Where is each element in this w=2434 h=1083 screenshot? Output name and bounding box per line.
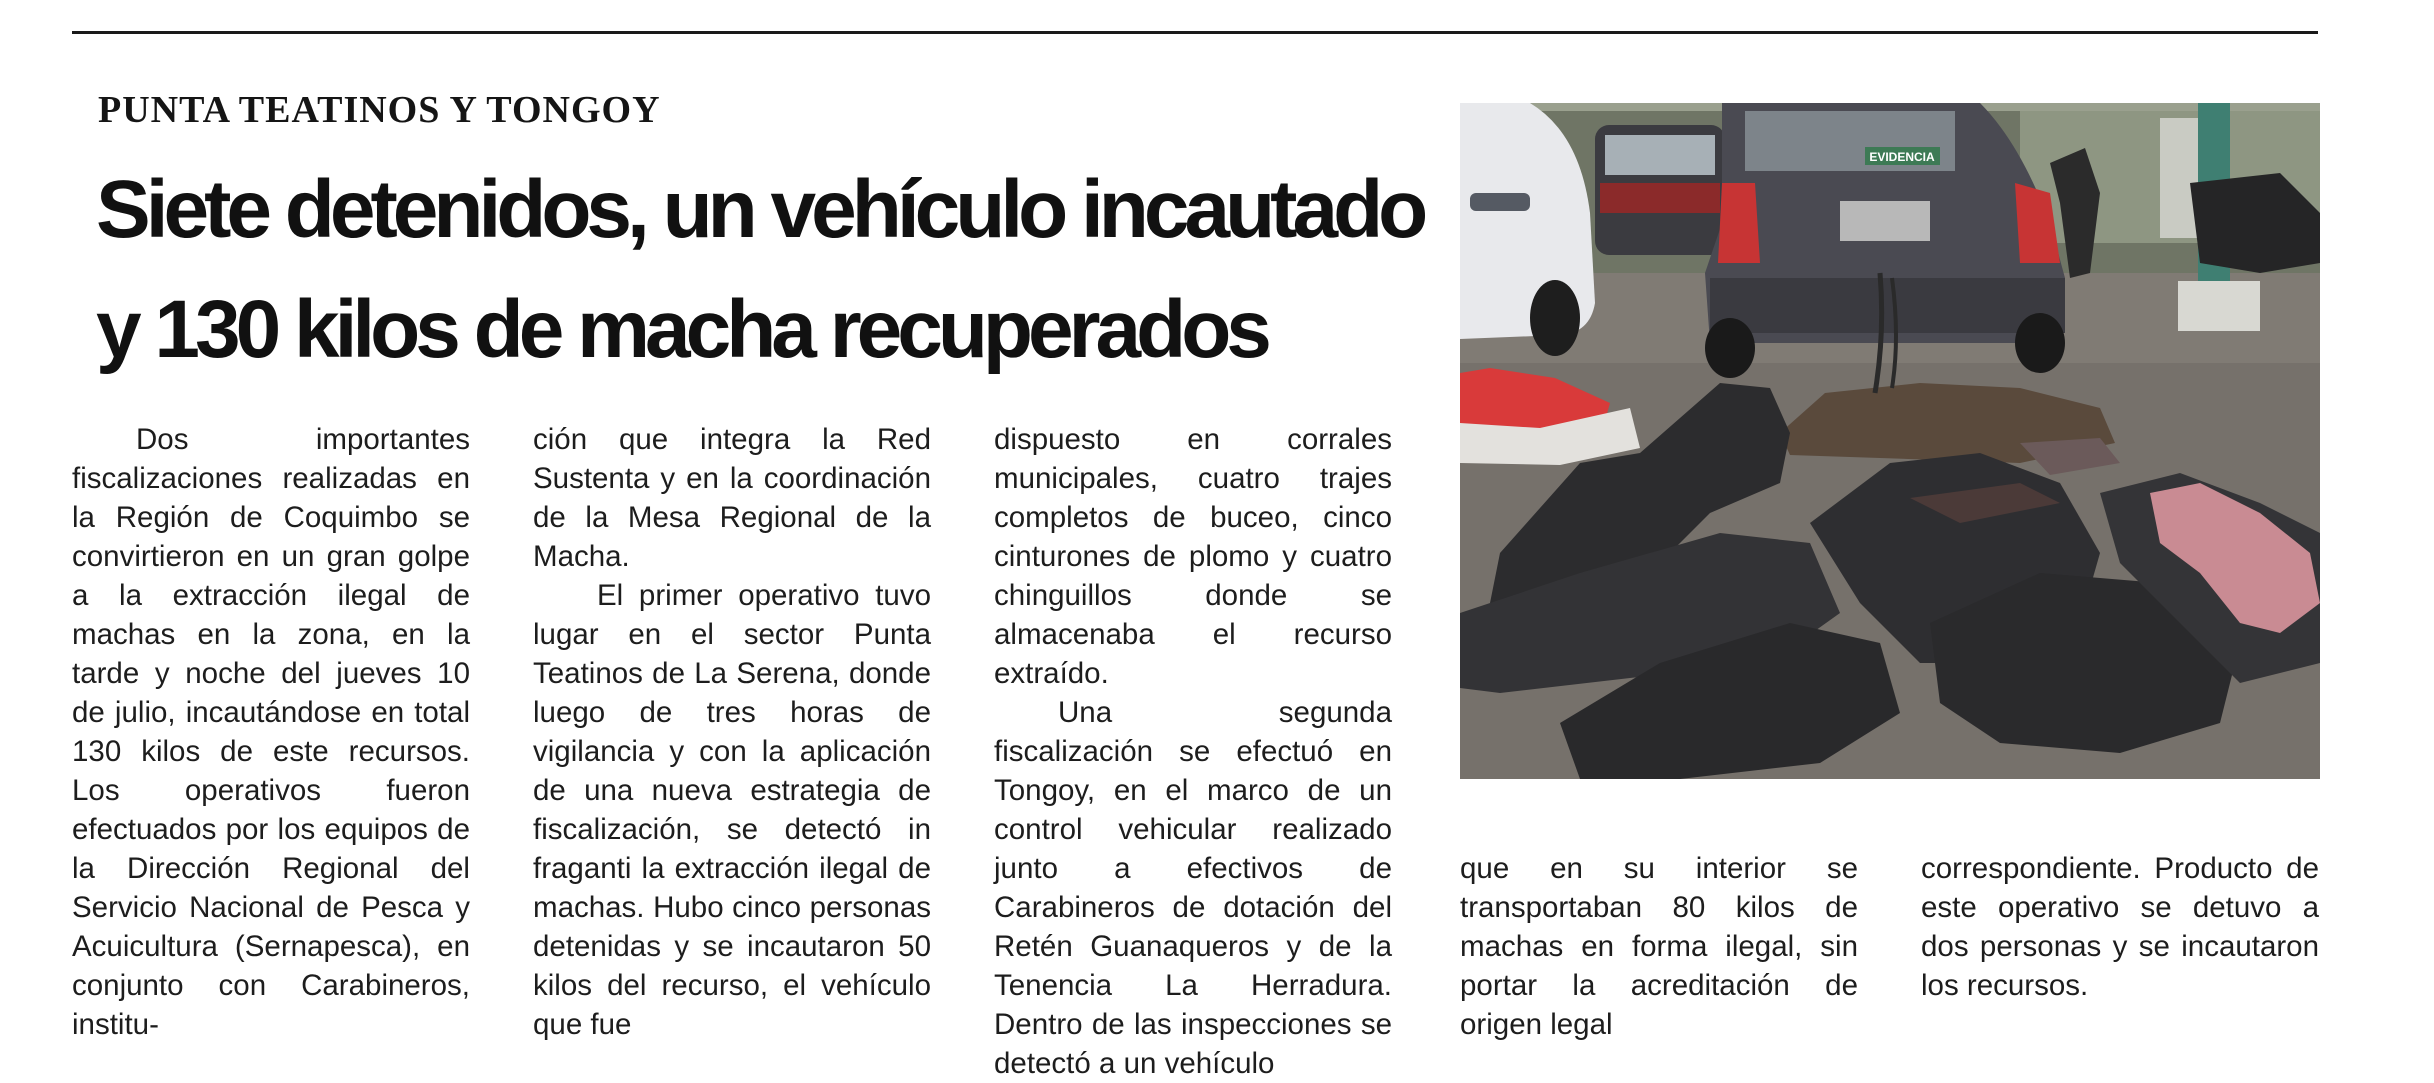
news-photo-seized-gear (1460, 103, 2320, 779)
section-kicker: PUNTA TEATINOS Y TONGOY (98, 89, 661, 131)
headline (96, 150, 1426, 390)
headline-line-2: y 130 kilos de macha recuperados (96, 284, 1267, 375)
body-column-2 (533, 420, 931, 1044)
suv-headlight (1470, 193, 1530, 211)
body-column-5 (1921, 849, 2319, 1005)
suv-wheel (1530, 280, 1580, 356)
red-car-window (1605, 135, 1715, 175)
sedan-wheel-right (2015, 313, 2065, 373)
body-paragraph: dispuesto en corrales municipales, cuatro trajes completos de buceo, cinco cinturones de plomo y cuatro chinguillos donde se almacenaba el recurso extraído. (994, 423, 1392, 690)
red-car-trunk (1600, 183, 1720, 213)
body-paragraph: El primer operativo tuvo lugar en el sector Punta Teatinos de La Serena, donde luego de tres horas de vigilancia y con la aplicación de una nueva estrategia de fiscalización, se detectó in fraganti la extracción ilegal de machas. Hubo cinco personas detenidas y se incautaron 50 kilos del recurso, el vehículo que fue (533, 579, 931, 1041)
sedan-left-taillight (1718, 183, 1760, 263)
body-paragraph: que en su interior se transportaban 80 kilos de machas en forma ilegal, sin portar la acreditación de origen legal (1460, 852, 1858, 1041)
body-paragraph: Dos importantes fiscalizaciones realizadas en la Región de Coquimbo se convirtieron en un gran golpe a la extracción ilegal de machas en la zona, en la tarde y noche del jueves 10 de julio, incautándose en total 130 kilos de este recursos. Los operativos fueron efectuados por los equipos de la Dirección Regional del Servicio Nacional de Pesca y Acuicultura (Sernapesca), en conjunto con Carabineros, institu- (72, 423, 470, 1041)
pillar-base (2178, 281, 2260, 331)
body-column-4 (1460, 849, 1858, 1044)
top-rule (72, 31, 2318, 34)
headline-line-1: Siete detenidos, un vehículo incautado (96, 164, 1424, 255)
body-paragraph: ción que integra la Red Sustenta y en la coordinación de la Mesa Regional de la Macha. (533, 423, 931, 573)
body-paragraph: correspondiente. Producto de este operativo se detuvo a dos personas y se incautaron los recursos. (1921, 852, 2319, 1002)
body-column-1 (72, 420, 470, 1044)
sedan-license-plate (1840, 201, 1930, 241)
sedan-wheel-left (1705, 318, 1755, 378)
sedan-bumper (1710, 278, 2065, 333)
evidence-sticker-text: EVIDENCIA (1869, 150, 1935, 164)
photo-illustration (1460, 103, 2320, 779)
body-column-3 (994, 420, 1392, 1083)
body-paragraph: Una segunda fiscalización se efectuó en Tongoy, en el marco de un control vehicular realizado junto a efectivos de Carabineros de dotación del Retén Guanaqueros y de la Tenencia La Herradura. Dentro de las inspecciones se detectó a un vehículo (994, 696, 1392, 1080)
